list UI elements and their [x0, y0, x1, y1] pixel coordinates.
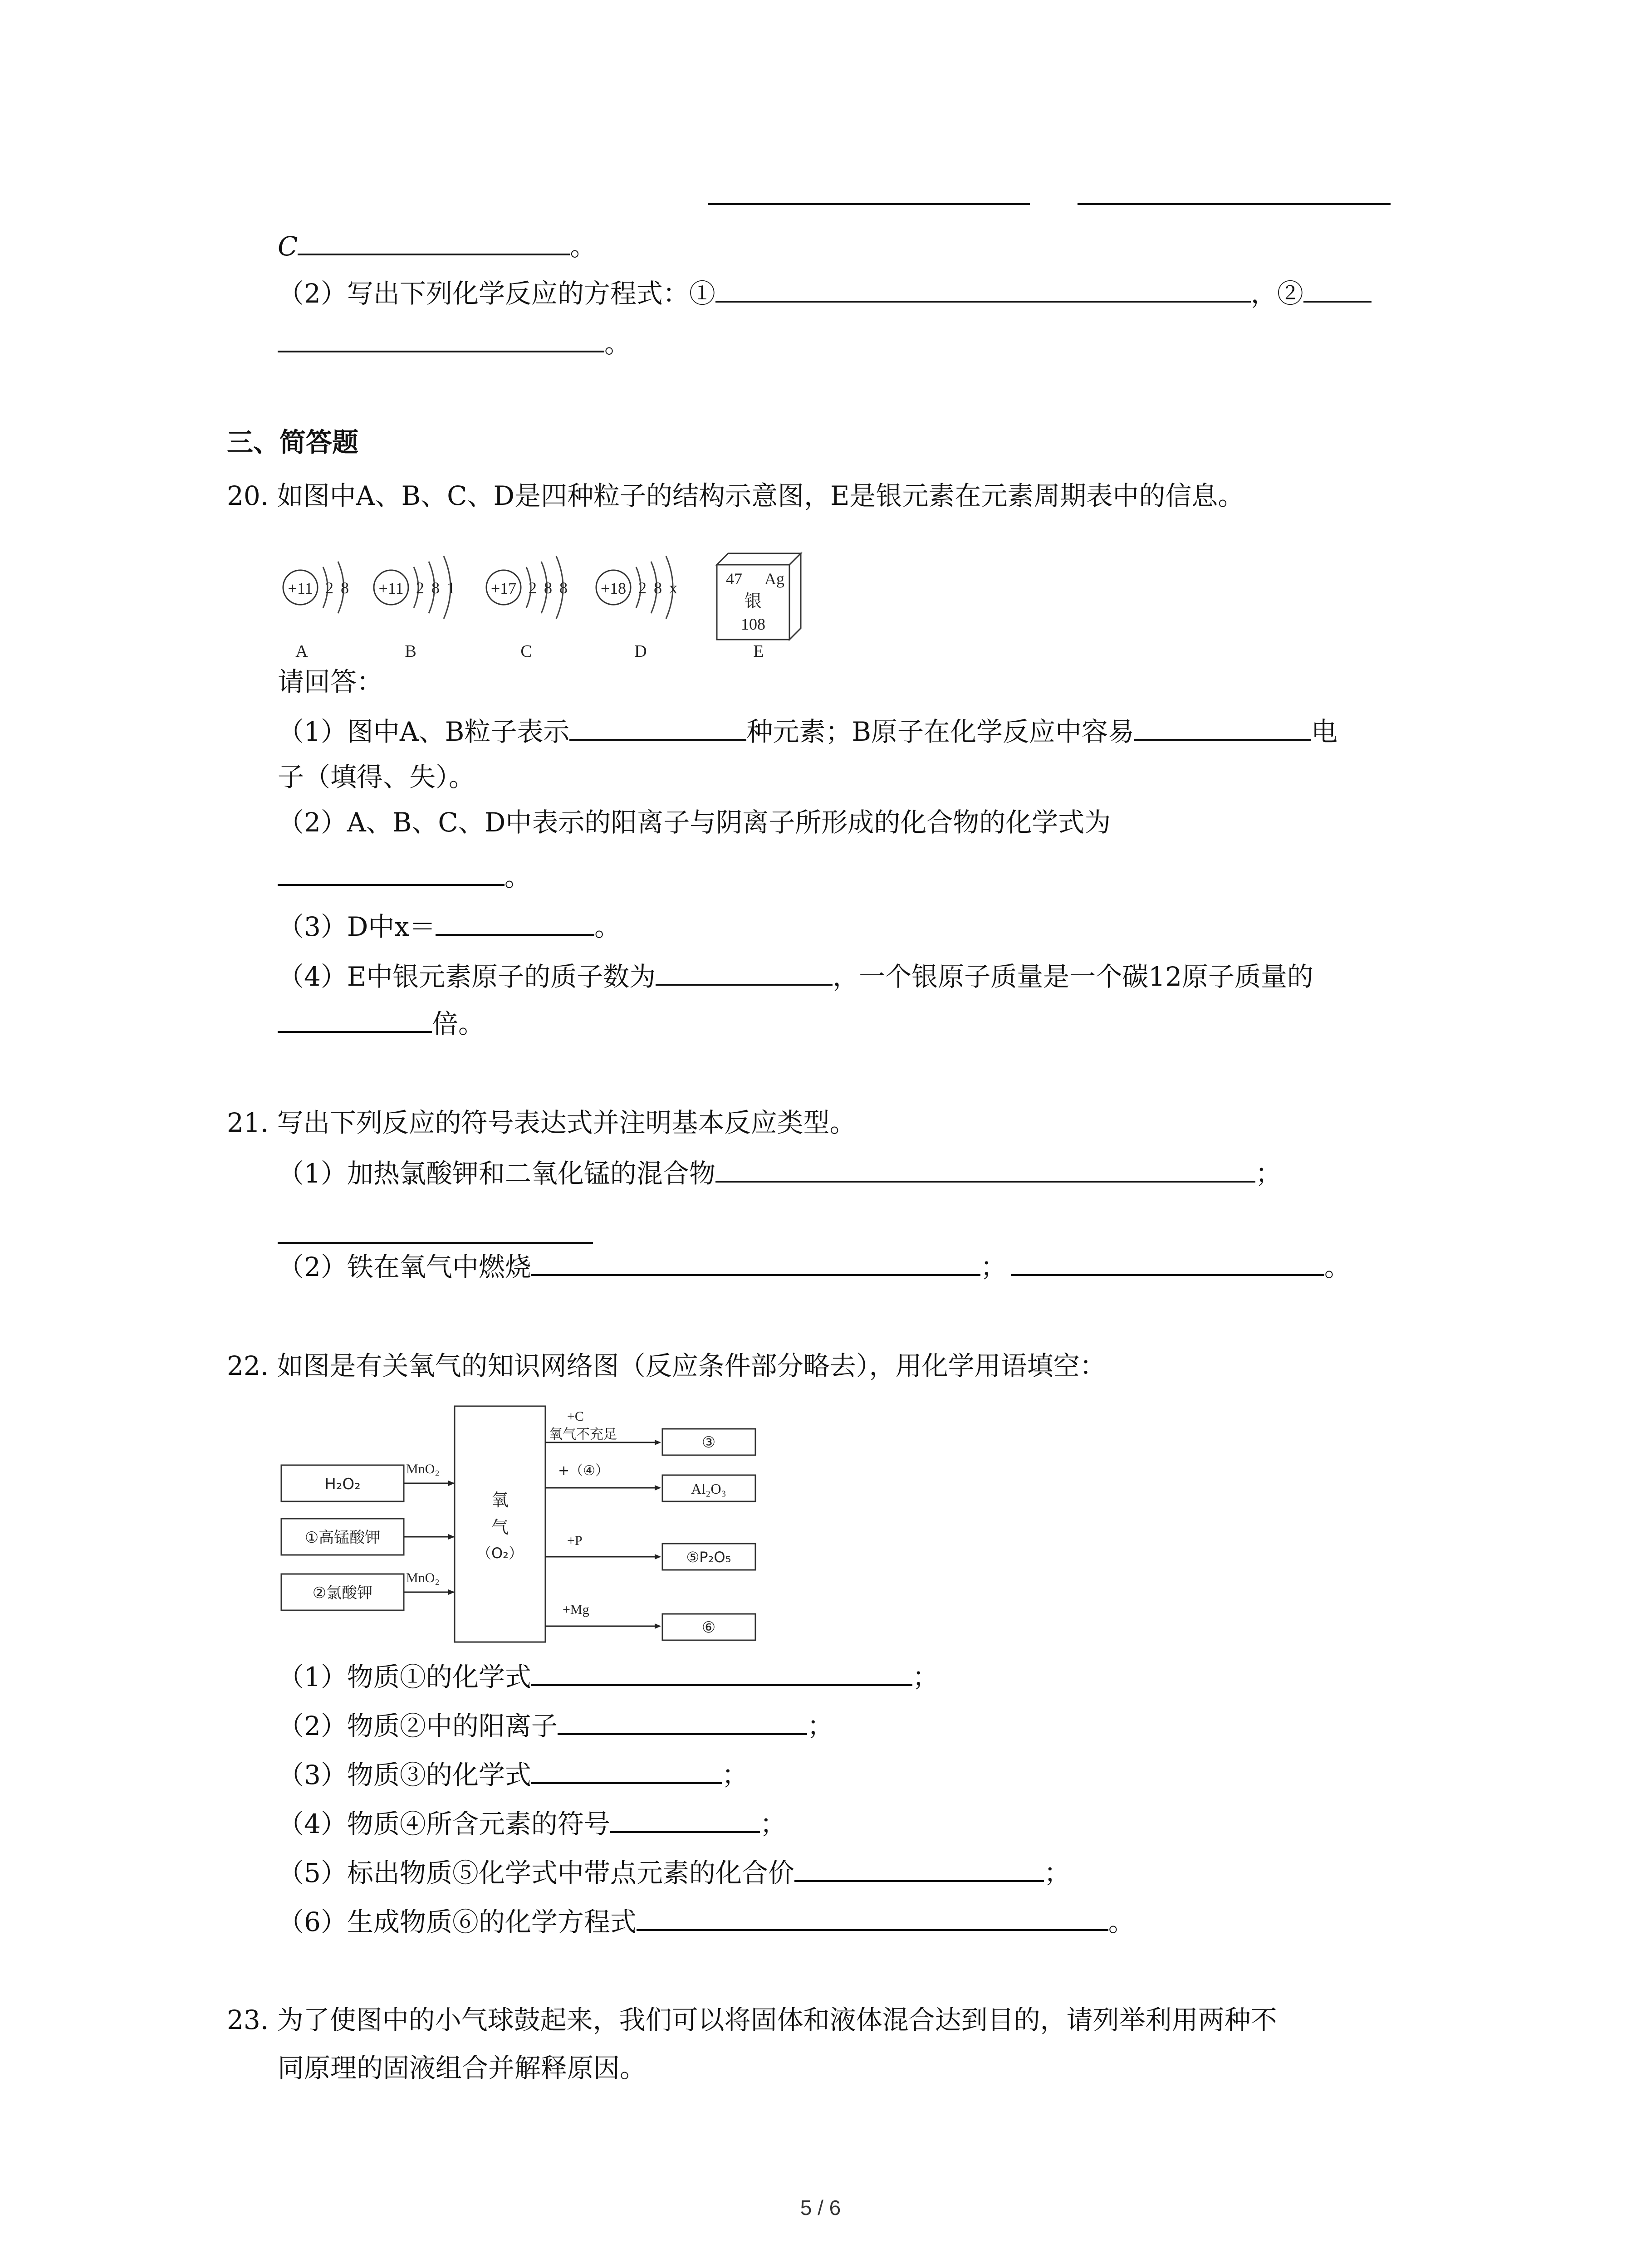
shell-count: 1 — [447, 579, 455, 597]
q20-stem: 20. 如图中A、B、C、D是四种粒子的结构示意图，E是银元素在元素周期表中的信息。 — [227, 480, 1244, 511]
atom-label: B — [405, 642, 416, 661]
blank-field[interactable] — [1303, 278, 1372, 303]
nucleus-label: +18 — [600, 579, 627, 597]
q21-part2: （2）铁在氧气中燃烧 ； 。 — [278, 1251, 1351, 1282]
atom-structure-figure — [272, 544, 839, 671]
blank-field[interactable] — [298, 231, 570, 255]
q19-part2-cont: 。 — [278, 327, 631, 359]
element-symbol: Ag — [764, 570, 784, 588]
blank-field[interactable] — [656, 961, 833, 986]
nucleus-label: +17 — [490, 579, 517, 597]
oxygen-char: 气 — [491, 1517, 509, 1537]
oxygen-network-figure — [277, 1397, 780, 1651]
blank-line[interactable] — [278, 1242, 593, 1244]
page-number: 5 / 6 — [800, 2196, 841, 2219]
shell-count: 2 — [325, 579, 333, 597]
q22-part6: （6）生成物质⑥的化学方程式 。 — [278, 1906, 1135, 1937]
q22-part3: （3）物质③的化学式 ； — [278, 1760, 748, 1790]
kclo3-label: ②氯酸钾 — [312, 1584, 373, 1602]
atom-label: C — [520, 642, 532, 661]
element-name: 银 — [744, 591, 762, 611]
blank-line[interactable] — [708, 203, 1030, 205]
q20-part2: （2）A、B、C、D中表示的阳离子与阴离子所形成的化合物的化学式为 — [278, 807, 1111, 838]
q22-part4: （4）物质④所含元素的符号 ； — [278, 1809, 786, 1839]
atom-c — [486, 556, 568, 661]
q20-part2-answer: 。 — [278, 861, 531, 893]
blank-field[interactable] — [715, 278, 1251, 303]
blank-field[interactable] — [531, 1760, 722, 1784]
blank-field[interactable] — [558, 1711, 807, 1735]
shell-count: 2 — [638, 579, 647, 597]
blank-field[interactable] — [610, 1809, 760, 1833]
q22-stem: 22. 如图是有关氧气的知识网络图（反应条件部分略去），用化学用语填空： — [227, 1350, 1106, 1381]
oxygen-formula: （O₂） — [476, 1545, 524, 1562]
q21-part1: （1）加热氯酸钾和二氧化锰的混合物 ； — [278, 1158, 1282, 1189]
q23-line1: 23. 为了使图中的小气球鼓起来，我们可以将固体和液体混合达到目的，请列举利用两种不 — [227, 2004, 1277, 2035]
shell-count: 8 — [654, 579, 662, 597]
atomic-number: 47 — [726, 570, 742, 588]
catalyst-label: MnO₂ — [406, 1461, 440, 1476]
q21-stem: 21. 写出下列反应的符号表达式并注明基本反应类型。 — [227, 1107, 856, 1138]
blank-field[interactable] — [794, 1857, 1044, 1882]
section-title: 三、简答题 — [227, 427, 359, 458]
q23-line2: 同原理的固液组合并解释原因。 — [278, 2053, 647, 2083]
blank-field[interactable] — [1134, 716, 1311, 741]
label-c: C — [278, 231, 298, 262]
element-label: E — [753, 642, 764, 661]
q22-part1: （1）物质①的化学式 ； — [278, 1662, 939, 1692]
element-cell-e — [717, 553, 801, 661]
p2o5-label: ⑤P₂O₅ — [686, 1549, 731, 1566]
al2o3-label: Al₂O₃ — [691, 1481, 726, 1497]
blank-field[interactable] — [531, 1251, 980, 1276]
oxygen-char: 氧 — [491, 1490, 509, 1510]
atom-a — [283, 562, 349, 661]
catalyst-label: MnO₂ — [406, 1570, 440, 1585]
reactant-mg: +Mg — [563, 1602, 589, 1617]
product-3-label: ③ — [701, 1433, 716, 1452]
blank-line[interactable] — [1078, 203, 1391, 205]
q20-prompt: 请回答： — [278, 666, 383, 697]
shell-count: x — [669, 579, 677, 597]
blank-field[interactable] — [278, 1008, 432, 1033]
shell-count: 8 — [341, 579, 349, 597]
nucleus-label: +11 — [288, 579, 313, 597]
product-6-label: ⑥ — [701, 1618, 716, 1637]
atom-label: A — [295, 642, 308, 661]
q20-part1: （1）图中A、B粒子表示 种元素；B原子在化学反应中容易 电 — [278, 716, 1338, 747]
blank-field[interactable] — [1011, 1251, 1324, 1276]
atom-b — [374, 556, 455, 661]
blank-field[interactable] — [637, 1906, 1108, 1931]
q20-part3: （3）D中x＝ 。 — [278, 911, 621, 942]
q20-part1-cont: 子（填得、失）。 — [278, 762, 475, 792]
atom-d — [596, 556, 677, 661]
atomic-mass: 108 — [741, 615, 765, 633]
nucleus-label: +11 — [378, 579, 404, 597]
blank-field[interactable] — [278, 328, 604, 352]
reactant-c: +C — [567, 1409, 584, 1424]
atom-label: D — [634, 642, 647, 661]
q19-part2: （2）写出下列化学反应的方程式：① ，② — [278, 278, 1372, 309]
shell-count: 2 — [416, 579, 424, 597]
h2o2-label: H₂O₂ — [324, 1475, 361, 1493]
shell-count: 2 — [529, 579, 537, 597]
answer-row-c: C 。 — [278, 231, 597, 262]
shell-count: 8 — [544, 579, 552, 597]
reactant-p: +P — [567, 1533, 583, 1548]
condition-label: 氧气不充足 — [549, 1427, 617, 1442]
reactant-4: +（④） — [558, 1463, 609, 1479]
blank-field[interactable] — [569, 716, 746, 741]
q20-part4-cont: 倍。 — [278, 1008, 485, 1040]
q22-part2: （2）物质②中的阳离子 ； — [278, 1711, 833, 1741]
blank-field[interactable] — [436, 911, 594, 936]
blank-field[interactable] — [715, 1158, 1255, 1183]
blank-field[interactable] — [531, 1662, 912, 1686]
q20-part4: （4）E中银元素原子的质子数为 ，一个银原子质量是一个碳12原子质量的 — [278, 961, 1314, 992]
q22-part5: （5）标出物质⑤化学式中带点元素的化合价 ； — [278, 1857, 1070, 1888]
kmno4-label: ①高锰酸钾 — [304, 1529, 381, 1547]
blank-field[interactable] — [278, 861, 505, 886]
shell-count: 8 — [559, 579, 568, 597]
shell-count: 8 — [431, 579, 440, 597]
